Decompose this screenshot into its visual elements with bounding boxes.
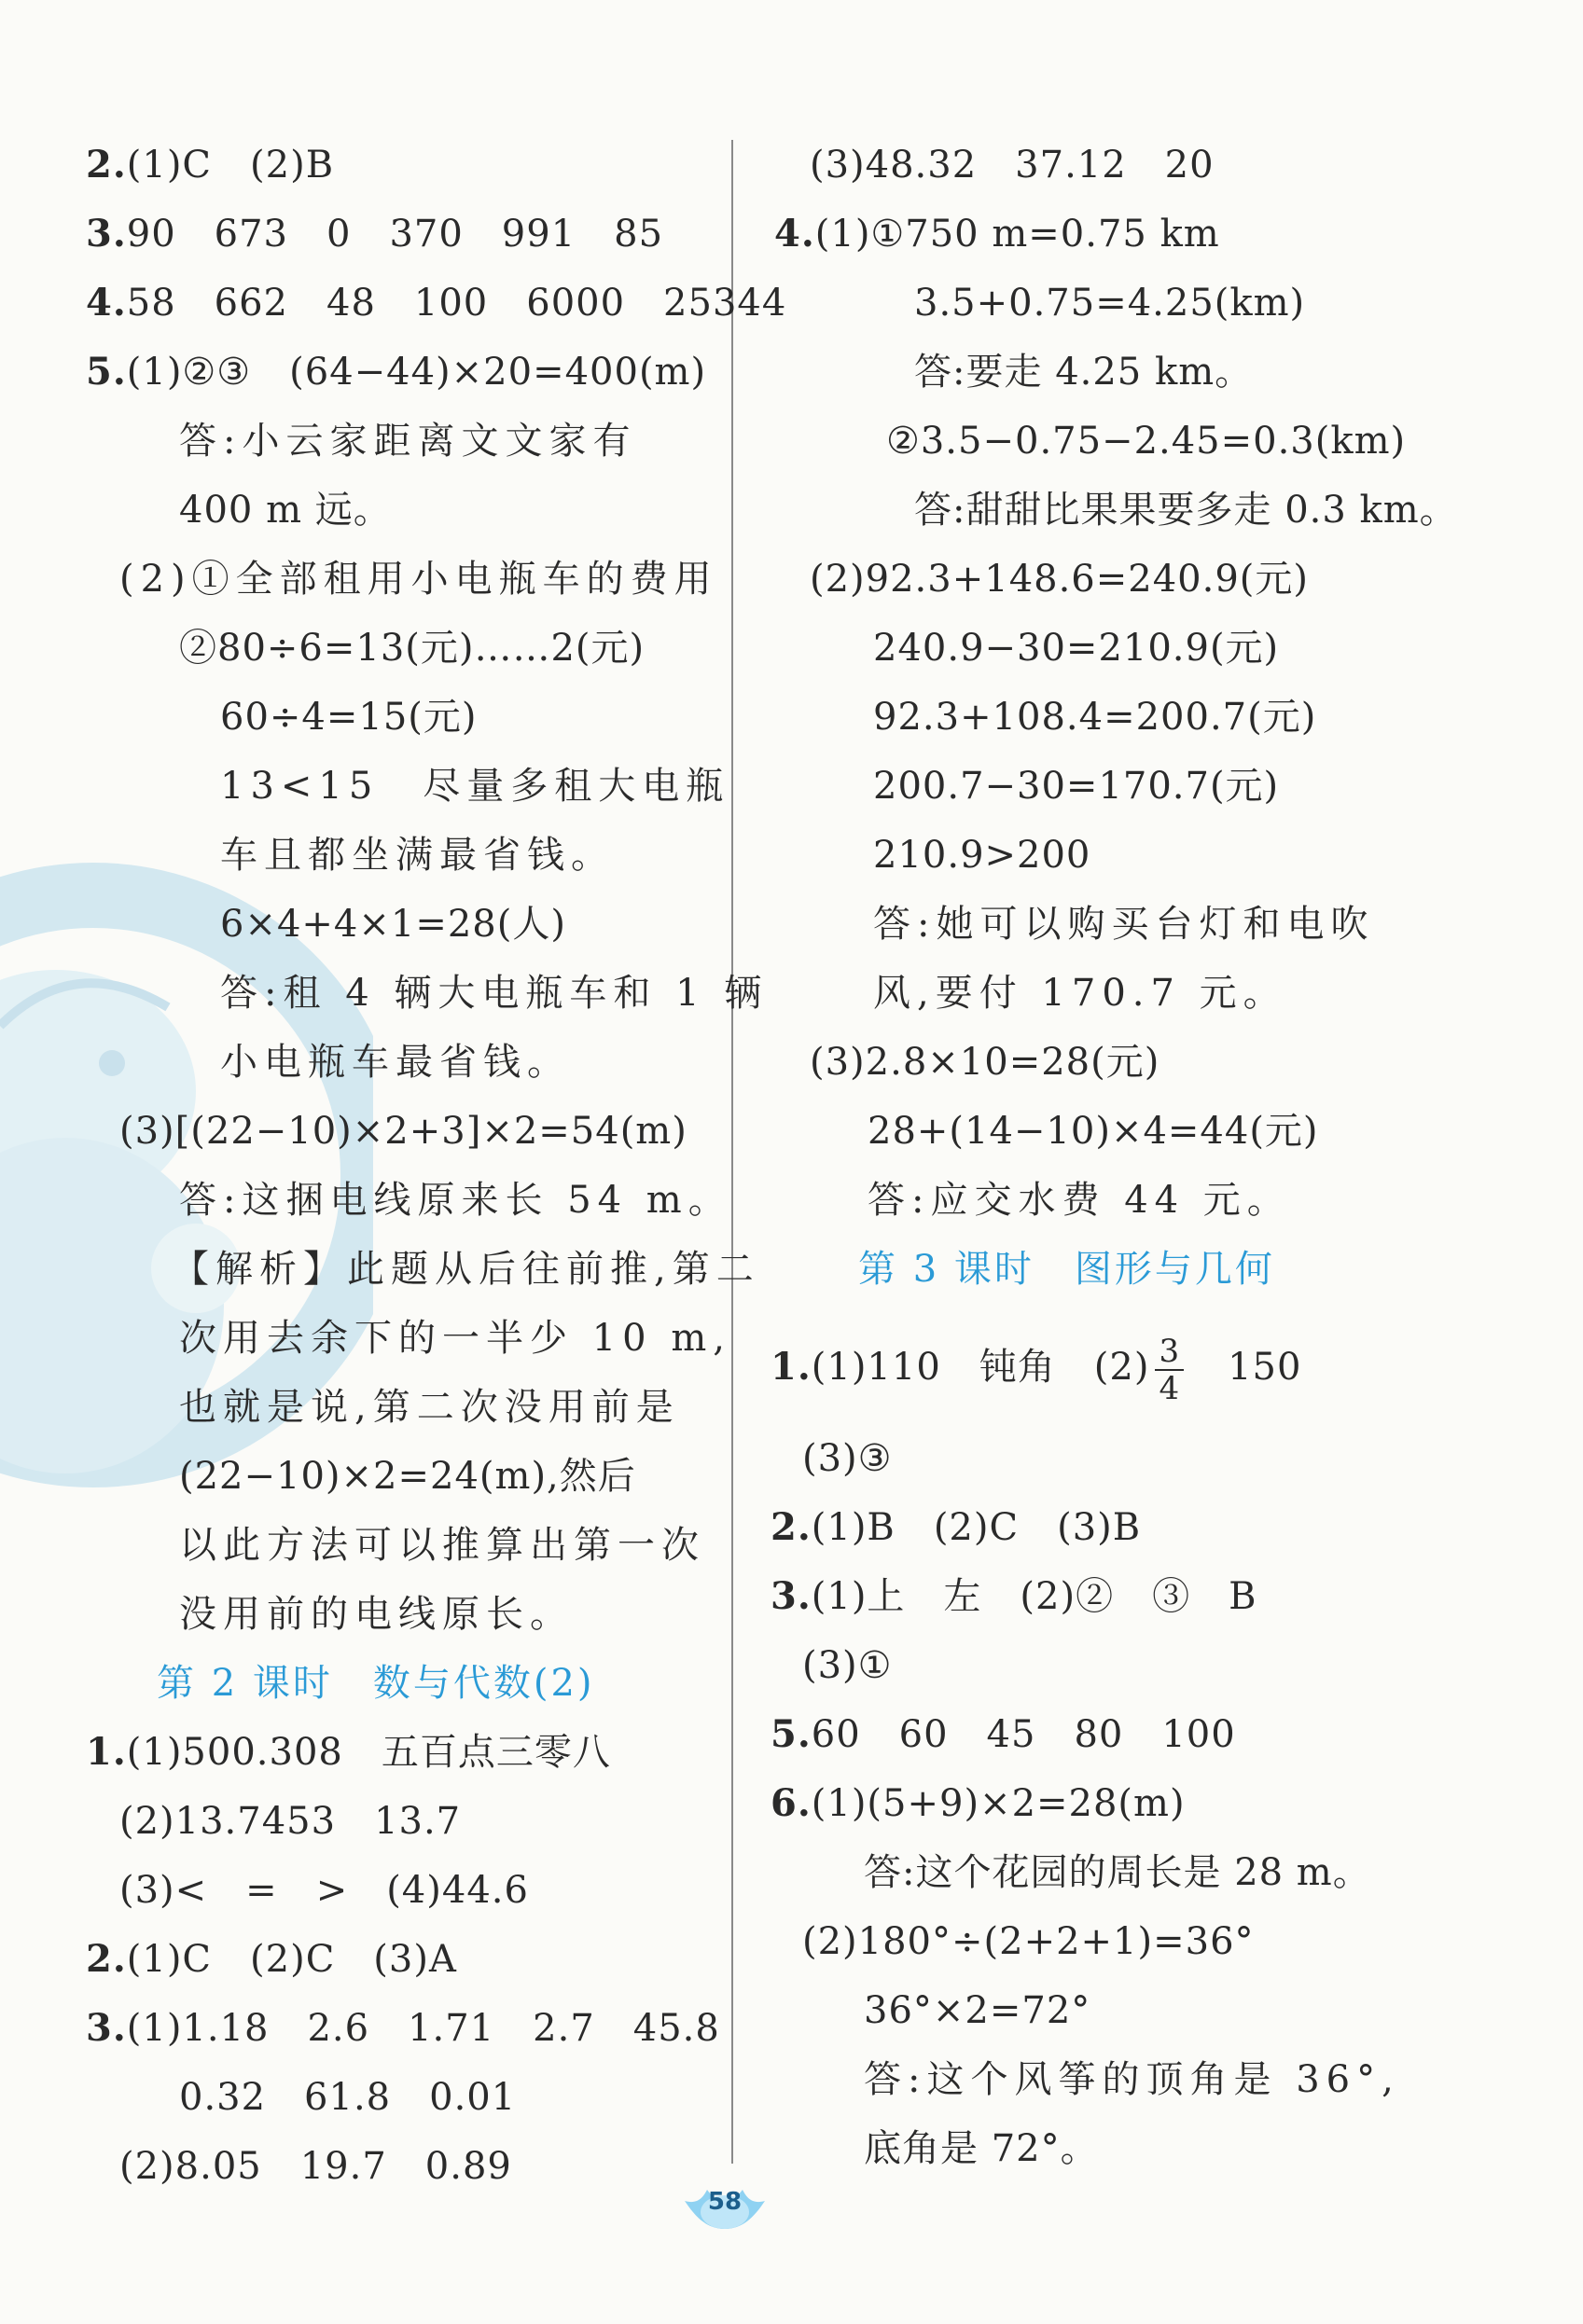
answer-line: 答:甜甜比果果要多走 0.3 km。: [914, 489, 1458, 532]
analysis-line: 次用去余下的一半少 10 m,: [179, 1317, 731, 1360]
answer-line: 36°×2=72°: [864, 1989, 1091, 2032]
section-heading: 第 2 课时 数与代数(2): [157, 1662, 595, 1705]
answer-line: ②3.5−0.75−2.45=0.3(km): [886, 420, 1407, 463]
answer-line: 4.58 662 48 100 6000 25344: [86, 281, 787, 325]
answer-line: 240.9−30=210.9(元): [873, 627, 1280, 670]
answer-line: 5.(1)②③ (64−44)×20=400(m): [86, 350, 707, 394]
answer-line: 210.9>200: [873, 834, 1091, 877]
answer-line: 答:这个风筝的顶角是 36°,: [864, 2058, 1400, 2101]
answer-line: 5.60 60 45 80 100: [771, 1712, 1236, 1756]
answer-line: (2)13.7453 13.7: [119, 1800, 462, 1843]
answer-line: 60÷4=15(元): [220, 696, 478, 739]
answer-line: 200.7−30=170.7(元): [873, 765, 1280, 808]
answer-line: 风,要付 170.7 元。: [873, 972, 1287, 1015]
answer-line: 2.(1)C (2)C (3)A: [86, 1937, 457, 1981]
answer-line: (3)48.32 37.12 20: [810, 144, 1215, 187]
answer-line: 小电瓶车最省钱。: [220, 1041, 571, 1084]
analysis-line: 也就是说,第二次没用前是: [179, 1386, 680, 1429]
fraction: $\frac{3}{4}$: [1155, 1334, 1184, 1406]
answer-line: 答:应交水费 44 元。: [868, 1179, 1291, 1222]
answer-line: 400 m 远。: [179, 489, 392, 532]
answer-line: 0.32 61.8 0.01: [179, 2076, 517, 2119]
answer-line: 2.(1)B (2)C (3)B: [771, 1505, 1142, 1549]
answer-line: 答:租 4 辆大电瓶车和 1 辆: [220, 972, 769, 1015]
answer-line: (3)①: [802, 1644, 893, 1687]
answer-line: (3)③: [802, 1437, 893, 1480]
analysis-line: 【解析】此题从后往前推,第二: [172, 1248, 760, 1291]
answer-line: 答:要走 4.25 km。: [914, 351, 1254, 394]
answer-line: (2)180°÷(2+2+1)=36°: [802, 1920, 1255, 1963]
answer-line: 13<15 尽量多租大电瓶: [220, 765, 730, 808]
analysis-line: (22−10)×2=24(m),然后: [179, 1455, 636, 1498]
answer-line: 3.5+0.75=4.25(km): [914, 282, 1306, 325]
answer-line: 3.(1)上 左 (2)② ③ B: [771, 1574, 1257, 1618]
analysis-line: 没用前的电线原长。: [179, 1593, 574, 1636]
answer-line: 2.(1)C (2)B: [86, 143, 335, 187]
answer-line: ②80÷6=13(元)……2(元): [179, 627, 646, 670]
page-number: 58: [707, 2188, 743, 2216]
analysis-line: 以此方法可以推算出第一次: [179, 1524, 705, 1567]
answer-line: 车且都坐满最省钱。: [220, 834, 615, 877]
answer-line: (3)[(22−10)×2+3]×2=54(m): [119, 1110, 687, 1153]
answer-line: 答:她可以购买台灯和电吹: [873, 903, 1375, 946]
answer-line: 答:这个花园的周长是 28 m。: [864, 1851, 1371, 1894]
answer-line: 底角是 72°。: [864, 2127, 1099, 2170]
answer-line: 答:这捆电线原来长 54 m。: [179, 1179, 732, 1222]
answer-line: 3.(1)1.18 2.6 1.71 2.7 45.8: [86, 2006, 720, 2050]
answer-line: 6×4+4×1=28(人): [220, 903, 566, 946]
answer-line: (2)92.3+148.6=240.9(元): [810, 558, 1309, 601]
page-number-badge: [679, 2180, 771, 2236]
answer-line: (3)2.8×10=28(元): [810, 1041, 1160, 1084]
answer-line: 答:小云家距离文文家有: [179, 420, 637, 463]
answer-line: (3)< = > (4)44.6: [119, 1869, 529, 1912]
answer-line: 1.(1)110 钝角 (2) $\frac{3}{4}$ 150: [771, 1333, 1302, 1407]
section-heading: 第 3 课时 图形与几何: [858, 1248, 1275, 1291]
answer-line: 92.3+108.4=200.7(元): [873, 696, 1317, 739]
answer-line: 4.(1)①750 m=0.75 km: [774, 212, 1220, 256]
answer-line: 28+(14−10)×4=44(元): [868, 1110, 1319, 1153]
answer-line: (2)①全部租用小电瓶车的费用: [119, 558, 718, 601]
answer-line: 6.(1)(5+9)×2=28(m): [771, 1781, 1186, 1825]
answer-line: (2)8.05 19.7 0.89: [119, 2145, 512, 2188]
column-divider: [731, 140, 733, 2164]
answer-line: 3.90 673 0 370 991 85: [86, 212, 664, 256]
answer-line: 1.(1)500.308 五百点三零八: [86, 1730, 611, 1774]
